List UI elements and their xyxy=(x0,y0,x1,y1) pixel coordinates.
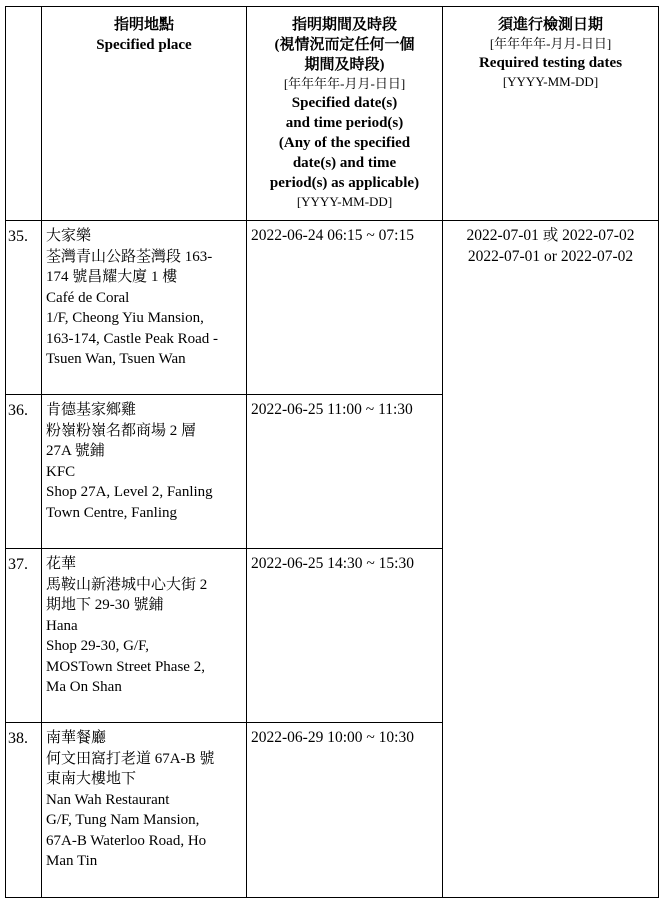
row-divider xyxy=(5,394,442,395)
header-period-en: date(s) and time xyxy=(292,155,397,171)
place-cell xyxy=(46,226,242,370)
period-cell: 2022-06-25 14:30 ~ 15:30 xyxy=(251,555,414,572)
place-address-en: Shop 29-30, G/F, xyxy=(46,638,149,654)
venue-table xyxy=(5,6,659,898)
header-period xyxy=(247,15,442,211)
header-period-format-en: [YYYY-MM-DD] xyxy=(296,194,393,209)
place-name-en: KFC xyxy=(46,463,76,480)
place-address-en: Ma On Shan xyxy=(46,679,122,695)
header-period-format-zh: [年年年年-月月-日日] xyxy=(283,76,406,91)
header-testing-format-zh: [年年年年-月月-日日] xyxy=(489,36,612,51)
place-name-zh: 南華餐廳 xyxy=(46,730,107,746)
place-name-en: Café de Coral xyxy=(46,289,130,306)
place-address-en: Shop 27A, Level 2, Fanling xyxy=(46,484,213,500)
place-name-zh: 肯德基家鄉雞 xyxy=(46,402,137,418)
place-address-zh: 27A 號鋪 xyxy=(46,443,105,459)
row-number: 35. xyxy=(8,228,28,245)
period-cell: 2022-06-25 11:00 ~ 11:30 xyxy=(251,401,413,418)
header-period-zh: 指明期間及時段 xyxy=(291,17,397,33)
row-number: 38. xyxy=(8,730,28,747)
place-address-zh: 174 號昌耀大廈 1 樓 xyxy=(46,269,178,285)
header-testing-format-en: [YYYY-MM-DD] xyxy=(502,74,599,89)
place-address-en: Tsuen Wan, Tsuen Wan xyxy=(46,351,186,367)
period-cell: 2022-06-24 06:15 ~ 07:15 xyxy=(251,227,414,244)
place-address-en: MOSTown Street Phase 2, xyxy=(46,658,205,675)
place-address-en: G/F, Tung Nam Mansion, xyxy=(46,812,200,828)
header-testing xyxy=(443,15,658,91)
place-address-en: 163-174, Castle Peak Road - xyxy=(46,330,219,347)
header-place-en: Specified place xyxy=(96,37,192,53)
table-top-border xyxy=(5,6,659,7)
header-period-en: Specified date(s) xyxy=(291,95,398,111)
row-divider xyxy=(5,722,442,723)
table-bottom-border xyxy=(5,897,659,898)
row-number: 36. xyxy=(8,402,28,419)
table-right-border xyxy=(658,6,659,898)
place-address-en: Man Tin xyxy=(46,853,98,869)
testing-dates-cell xyxy=(443,225,658,267)
place-name-en: Nan Wah Restaurant xyxy=(46,791,170,808)
header-bottom-border xyxy=(5,220,659,221)
column-divider xyxy=(41,6,42,898)
header-period-en: (Any of the specified xyxy=(278,135,411,151)
place-address-zh: 期地下 29-30 號鋪 xyxy=(46,597,164,613)
header-testing-zh: 須進行檢測日期 xyxy=(497,17,603,33)
header-testing-en: Required testing dates xyxy=(478,55,623,71)
place-cell xyxy=(46,554,242,698)
place-address-zh: 粉嶺粉嶺名都商場 2 層 xyxy=(46,422,197,439)
place-address-zh: 東南大樓地下 xyxy=(46,771,137,787)
row-number: 37. xyxy=(8,556,28,573)
place-cell xyxy=(46,728,242,872)
header-period-en: and time period(s) xyxy=(285,115,404,131)
place-address-en: 1/F, Cheong Yiu Mansion, xyxy=(46,310,204,326)
place-name-zh: 大家樂 xyxy=(46,228,92,244)
header-period-en: period(s) as applicable) xyxy=(269,175,420,191)
row-divider xyxy=(5,548,442,549)
place-name-zh: 花華 xyxy=(46,556,77,572)
period-cell: 2022-06-29 10:00 ~ 10:30 xyxy=(251,729,414,746)
table-left-border xyxy=(5,6,6,898)
place-address-zh: 何文田窩打老道 67A-B 號 xyxy=(46,750,215,767)
place-cell xyxy=(46,400,242,523)
place-address-zh: 馬鞍山新港城中心大街 2 xyxy=(46,576,208,593)
place-name-en: Hana xyxy=(46,617,78,634)
testing-dates-zh: 2022-07-01 或 2022-07-02 xyxy=(466,227,635,244)
column-divider xyxy=(442,6,443,898)
header-place xyxy=(42,15,246,55)
place-address-en: 67A-B Waterloo Road, Ho xyxy=(46,832,207,849)
header-place-zh: 指明地點 xyxy=(113,17,174,33)
testing-dates-en: 2022-07-01 or 2022-07-02 xyxy=(467,248,634,265)
place-address-zh: 荃灣青山公路荃灣段 163- xyxy=(46,248,213,265)
place-address-en: Town Centre, Fanling xyxy=(46,504,178,521)
header-period-zh: 期間及時段) xyxy=(304,57,385,73)
header-period-zh: (視情況而定任何一個 xyxy=(274,37,415,53)
